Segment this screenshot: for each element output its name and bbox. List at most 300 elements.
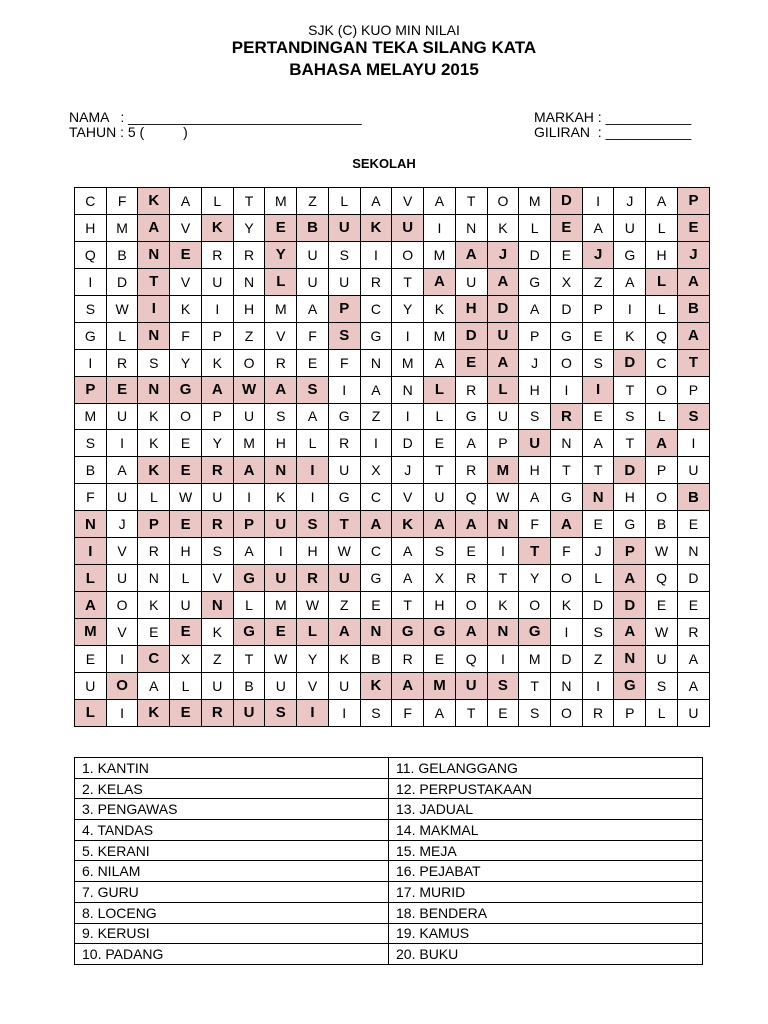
- grid-cell[interactable]: W: [328, 538, 360, 565]
- grid-cell[interactable]: A: [297, 295, 329, 322]
- grid-cell[interactable]: A: [582, 214, 614, 241]
- grid-cell[interactable]: K: [487, 592, 519, 619]
- grid-cell-highlighted[interactable]: I: [138, 295, 170, 322]
- grid-cell[interactable]: K: [424, 295, 456, 322]
- grid-cell[interactable]: M: [392, 349, 424, 376]
- grid-cell[interactable]: K: [201, 619, 233, 646]
- grid-cell[interactable]: W: [265, 645, 297, 672]
- grid-cell[interactable]: N: [677, 538, 709, 565]
- grid-cell[interactable]: M: [265, 188, 297, 215]
- grid-cell[interactable]: V: [297, 672, 329, 699]
- grid-cell[interactable]: D: [519, 241, 551, 268]
- grid-cell[interactable]: V: [170, 268, 202, 295]
- grid-cell-highlighted[interactable]: G: [614, 672, 646, 699]
- grid-cell[interactable]: F: [519, 511, 551, 538]
- grid-cell-highlighted[interactable]: A: [677, 268, 709, 295]
- grid-cell-highlighted[interactable]: K: [392, 511, 424, 538]
- grid-cell[interactable]: S: [646, 672, 678, 699]
- grid-cell[interactable]: I: [582, 672, 614, 699]
- grid-cell[interactable]: I: [233, 484, 265, 511]
- grid-cell[interactable]: T: [582, 457, 614, 484]
- grid-cell[interactable]: P: [487, 430, 519, 457]
- grid-cell-highlighted[interactable]: D: [487, 295, 519, 322]
- grid-cell[interactable]: A: [106, 457, 138, 484]
- grid-cell[interactable]: T: [455, 699, 487, 726]
- grid-cell[interactable]: S: [582, 349, 614, 376]
- grid-cell[interactable]: H: [614, 484, 646, 511]
- grid-cell-highlighted[interactable]: U: [519, 430, 551, 457]
- grid-cell-highlighted[interactable]: A: [424, 511, 456, 538]
- grid-cell[interactable]: O: [551, 349, 583, 376]
- grid-cell[interactable]: Z: [201, 645, 233, 672]
- grid-cell[interactable]: W: [297, 592, 329, 619]
- grid-cell[interactable]: C: [75, 188, 107, 215]
- grid-cell[interactable]: Z: [233, 322, 265, 349]
- grid-cell[interactable]: N: [551, 430, 583, 457]
- grid-cell[interactable]: X: [424, 565, 456, 592]
- grid-cell[interactable]: H: [519, 376, 551, 403]
- grid-cell[interactable]: I: [75, 349, 107, 376]
- grid-cell[interactable]: U: [677, 457, 709, 484]
- grid-cell[interactable]: L: [424, 403, 456, 430]
- grid-cell[interactable]: G: [360, 322, 392, 349]
- grid-cell[interactable]: A: [424, 699, 456, 726]
- grid-cell[interactable]: U: [297, 241, 329, 268]
- grid-cell[interactable]: U: [201, 672, 233, 699]
- grid-cell[interactable]: M: [106, 214, 138, 241]
- grid-cell[interactable]: X: [551, 268, 583, 295]
- grid-cell[interactable]: I: [677, 430, 709, 457]
- grid-cell[interactable]: L: [297, 430, 329, 457]
- grid-cell-highlighted[interactable]: A: [551, 511, 583, 538]
- grid-cell-highlighted[interactable]: T: [677, 349, 709, 376]
- grid-cell[interactable]: L: [646, 699, 678, 726]
- grid-cell-highlighted[interactable]: P: [328, 295, 360, 322]
- grid-cell[interactable]: W: [106, 295, 138, 322]
- grid-cell[interactable]: A: [297, 403, 329, 430]
- grid-cell-highlighted[interactable]: N: [201, 592, 233, 619]
- grid-cell[interactable]: N: [233, 268, 265, 295]
- grid-cell[interactable]: T: [424, 457, 456, 484]
- grid-cell-highlighted[interactable]: E: [677, 214, 709, 241]
- grid-cell-highlighted[interactable]: D: [614, 592, 646, 619]
- grid-cell[interactable]: G: [519, 268, 551, 295]
- grid-cell-highlighted[interactable]: S: [677, 403, 709, 430]
- grid-cell-highlighted[interactable]: B: [677, 295, 709, 322]
- grid-cell[interactable]: U: [487, 403, 519, 430]
- grid-cell-highlighted[interactable]: D: [455, 322, 487, 349]
- grid-cell-highlighted[interactable]: R: [201, 699, 233, 726]
- grid-cell[interactable]: M: [265, 295, 297, 322]
- grid-cell[interactable]: E: [582, 322, 614, 349]
- grid-cell[interactable]: V: [392, 188, 424, 215]
- grid-cell-highlighted[interactable]: S: [297, 511, 329, 538]
- grid-cell[interactable]: F: [297, 322, 329, 349]
- grid-cell[interactable]: V: [106, 538, 138, 565]
- grid-cell[interactable]: H: [519, 457, 551, 484]
- grid-cell[interactable]: W: [170, 484, 202, 511]
- grid-cell[interactable]: A: [455, 430, 487, 457]
- grid-cell[interactable]: Y: [297, 645, 329, 672]
- grid-cell[interactable]: I: [614, 295, 646, 322]
- grid-cell[interactable]: E: [582, 511, 614, 538]
- grid-cell[interactable]: I: [265, 538, 297, 565]
- grid-cell[interactable]: O: [233, 349, 265, 376]
- grid-cell[interactable]: K: [201, 349, 233, 376]
- grid-cell[interactable]: V: [265, 322, 297, 349]
- grid-cell[interactable]: T: [519, 672, 551, 699]
- grid-cell[interactable]: L: [519, 214, 551, 241]
- grid-cell-highlighted[interactable]: I: [297, 699, 329, 726]
- grid-cell-highlighted[interactable]: N: [360, 619, 392, 646]
- grid-cell-highlighted[interactable]: P: [677, 188, 709, 215]
- grid-cell-highlighted[interactable]: O: [106, 672, 138, 699]
- grid-cell[interactable]: N: [138, 565, 170, 592]
- grid-cell[interactable]: N: [455, 214, 487, 241]
- grid-cell[interactable]: S: [75, 295, 107, 322]
- grid-cell-highlighted[interactable]: E: [455, 349, 487, 376]
- grid-cell-highlighted[interactable]: S: [297, 376, 329, 403]
- grid-cell[interactable]: J: [106, 511, 138, 538]
- grid-cell-highlighted[interactable]: A: [328, 619, 360, 646]
- grid-cell[interactable]: M: [75, 403, 107, 430]
- grid-cell[interactable]: I: [106, 645, 138, 672]
- grid-cell-highlighted[interactable]: E: [265, 619, 297, 646]
- grid-cell[interactable]: V: [201, 565, 233, 592]
- grid-cell[interactable]: U: [328, 268, 360, 295]
- grid-cell-highlighted[interactable]: L: [297, 619, 329, 646]
- grid-cell[interactable]: L: [170, 672, 202, 699]
- grid-cell[interactable]: I: [582, 188, 614, 215]
- grid-cell[interactable]: O: [392, 241, 424, 268]
- grid-cell-highlighted[interactable]: T: [138, 268, 170, 295]
- grid-cell[interactable]: E: [677, 511, 709, 538]
- grid-cell[interactable]: T: [233, 188, 265, 215]
- grid-cell[interactable]: U: [614, 214, 646, 241]
- grid-cell[interactable]: F: [328, 349, 360, 376]
- grid-cell-highlighted[interactable]: R: [201, 511, 233, 538]
- grid-cell-highlighted[interactable]: A: [265, 376, 297, 403]
- grid-cell-highlighted[interactable]: J: [677, 241, 709, 268]
- grid-cell[interactable]: Q: [75, 241, 107, 268]
- grid-cell-highlighted[interactable]: G: [170, 376, 202, 403]
- grid-cell[interactable]: E: [677, 592, 709, 619]
- grid-cell[interactable]: I: [201, 295, 233, 322]
- grid-cell[interactable]: H: [646, 241, 678, 268]
- grid-cell[interactable]: A: [360, 376, 392, 403]
- grid-cell-highlighted[interactable]: B: [297, 214, 329, 241]
- grid-cell[interactable]: U: [106, 484, 138, 511]
- grid-cell[interactable]: J: [582, 538, 614, 565]
- grid-cell-highlighted[interactable]: T: [328, 511, 360, 538]
- grid-cell-highlighted[interactable]: M: [424, 672, 456, 699]
- grid-cell-highlighted[interactable]: R: [297, 565, 329, 592]
- grid-cell-highlighted[interactable]: G: [233, 565, 265, 592]
- grid-cell-highlighted[interactable]: J: [487, 241, 519, 268]
- grid-cell[interactable]: Z: [582, 645, 614, 672]
- grid-cell[interactable]: O: [551, 565, 583, 592]
- grid-cell[interactable]: R: [455, 376, 487, 403]
- grid-cell[interactable]: Q: [646, 565, 678, 592]
- grid-cell-highlighted[interactable]: A: [201, 376, 233, 403]
- grid-cell-highlighted[interactable]: G: [233, 619, 265, 646]
- grid-cell[interactable]: E: [551, 241, 583, 268]
- grid-cell[interactable]: Z: [360, 403, 392, 430]
- grid-cell-highlighted[interactable]: D: [551, 188, 583, 215]
- grid-cell[interactable]: J: [519, 349, 551, 376]
- grid-cell-highlighted[interactable]: E: [170, 457, 202, 484]
- grid-cell[interactable]: E: [360, 592, 392, 619]
- grid-cell[interactable]: L: [233, 592, 265, 619]
- grid-cell[interactable]: B: [360, 645, 392, 672]
- grid-cell-highlighted[interactable]: A: [455, 241, 487, 268]
- grid-cell[interactable]: P: [614, 699, 646, 726]
- grid-cell-highlighted[interactable]: L: [75, 699, 107, 726]
- grid-cell-highlighted[interactable]: E: [551, 214, 583, 241]
- grid-cell[interactable]: N: [360, 349, 392, 376]
- grid-cell[interactable]: O: [106, 592, 138, 619]
- grid-cell-highlighted[interactable]: E: [265, 214, 297, 241]
- grid-cell[interactable]: O: [519, 592, 551, 619]
- grid-cell[interactable]: S: [519, 403, 551, 430]
- grid-cell[interactable]: E: [424, 430, 456, 457]
- grid-cell[interactable]: A: [614, 268, 646, 295]
- grid-cell[interactable]: S: [265, 403, 297, 430]
- grid-cell-highlighted[interactable]: E: [106, 376, 138, 403]
- grid-cell[interactable]: I: [328, 376, 360, 403]
- grid-cell-highlighted[interactable]: U: [328, 565, 360, 592]
- grid-cell[interactable]: E: [455, 538, 487, 565]
- grid-cell[interactable]: A: [677, 672, 709, 699]
- grid-cell[interactable]: A: [582, 430, 614, 457]
- grid-cell-highlighted[interactable]: C: [138, 645, 170, 672]
- grid-cell[interactable]: I: [424, 214, 456, 241]
- grid-cell-highlighted[interactable]: L: [265, 268, 297, 295]
- grid-cell[interactable]: H: [170, 538, 202, 565]
- grid-cell[interactable]: V: [170, 214, 202, 241]
- grid-cell[interactable]: A: [392, 538, 424, 565]
- grid-cell[interactable]: T: [233, 645, 265, 672]
- grid-cell[interactable]: L: [646, 295, 678, 322]
- grid-cell-highlighted[interactable]: A: [677, 322, 709, 349]
- grid-cell[interactable]: U: [424, 484, 456, 511]
- grid-cell-highlighted[interactable]: L: [487, 376, 519, 403]
- grid-cell[interactable]: T: [455, 188, 487, 215]
- grid-cell[interactable]: R: [392, 645, 424, 672]
- grid-cell[interactable]: S: [328, 241, 360, 268]
- grid-cell[interactable]: U: [170, 592, 202, 619]
- grid-cell[interactable]: O: [170, 403, 202, 430]
- grid-cell[interactable]: M: [424, 322, 456, 349]
- grid-cell[interactable]: X: [360, 457, 392, 484]
- grid-cell-highlighted[interactable]: L: [646, 268, 678, 295]
- grid-cell-highlighted[interactable]: N: [582, 484, 614, 511]
- grid-cell-highlighted[interactable]: A: [487, 268, 519, 295]
- grid-cell[interactable]: I: [487, 538, 519, 565]
- grid-cell[interactable]: L: [201, 188, 233, 215]
- grid-cell[interactable]: M: [265, 592, 297, 619]
- grid-cell[interactable]: U: [328, 457, 360, 484]
- grid-cell[interactable]: E: [424, 645, 456, 672]
- grid-cell[interactable]: K: [487, 214, 519, 241]
- grid-cell-highlighted[interactable]: A: [75, 592, 107, 619]
- grid-cell[interactable]: L: [582, 565, 614, 592]
- grid-cell[interactable]: I: [551, 376, 583, 403]
- grid-cell[interactable]: Y: [170, 349, 202, 376]
- grid-cell[interactable]: T: [614, 376, 646, 403]
- grid-cell[interactable]: A: [424, 188, 456, 215]
- grid-cell[interactable]: P: [201, 403, 233, 430]
- grid-cell[interactable]: D: [677, 565, 709, 592]
- grid-cell[interactable]: P: [519, 322, 551, 349]
- grid-cell[interactable]: I: [328, 699, 360, 726]
- grid-cell[interactable]: M: [519, 188, 551, 215]
- grid-cell[interactable]: M: [233, 430, 265, 457]
- grid-cell[interactable]: E: [297, 349, 329, 376]
- grid-cell[interactable]: V: [392, 484, 424, 511]
- grid-cell[interactable]: H: [233, 295, 265, 322]
- grid-cell[interactable]: G: [75, 322, 107, 349]
- grid-cell[interactable]: R: [677, 619, 709, 646]
- grid-cell-highlighted[interactable]: K: [360, 214, 392, 241]
- grid-cell[interactable]: R: [233, 241, 265, 268]
- grid-cell[interactable]: W: [646, 619, 678, 646]
- grid-cell[interactable]: S: [424, 538, 456, 565]
- grid-cell-highlighted[interactable]: L: [424, 376, 456, 403]
- grid-cell[interactable]: Z: [328, 592, 360, 619]
- grid-cell-highlighted[interactable]: S: [487, 672, 519, 699]
- grid-cell-highlighted[interactable]: U: [328, 214, 360, 241]
- grid-cell[interactable]: O: [455, 592, 487, 619]
- grid-cell-highlighted[interactable]: A: [614, 619, 646, 646]
- grid-cell[interactable]: B: [233, 672, 265, 699]
- grid-cell-highlighted[interactable]: U: [233, 699, 265, 726]
- grid-cell[interactable]: R: [455, 457, 487, 484]
- grid-cell[interactable]: G: [551, 484, 583, 511]
- grid-cell[interactable]: G: [551, 322, 583, 349]
- grid-cell[interactable]: F: [170, 322, 202, 349]
- grid-cell[interactable]: K: [328, 645, 360, 672]
- grid-cell-highlighted[interactable]: G: [392, 619, 424, 646]
- grid-cell-highlighted[interactable]: K: [138, 457, 170, 484]
- year-field[interactable]: TAHUN : 5 ( ): [69, 124, 188, 140]
- grid-cell[interactable]: E: [170, 430, 202, 457]
- grid-cell[interactable]: L: [646, 403, 678, 430]
- grid-cell[interactable]: R: [106, 349, 138, 376]
- grid-cell[interactable]: U: [297, 268, 329, 295]
- grid-cell[interactable]: E: [487, 699, 519, 726]
- grid-cell[interactable]: P: [646, 457, 678, 484]
- grid-cell-highlighted[interactable]: D: [614, 457, 646, 484]
- grid-cell-highlighted[interactable]: P: [75, 376, 107, 403]
- grid-cell[interactable]: A: [392, 565, 424, 592]
- grid-cell[interactable]: S: [519, 699, 551, 726]
- grid-cell[interactable]: O: [646, 376, 678, 403]
- grid-cell[interactable]: A: [424, 349, 456, 376]
- grid-cell[interactable]: A: [519, 295, 551, 322]
- grid-cell-highlighted[interactable]: A: [233, 457, 265, 484]
- marks-field[interactable]: MARKAH : ___________: [534, 109, 692, 125]
- grid-cell[interactable]: D: [582, 592, 614, 619]
- grid-cell[interactable]: K: [138, 403, 170, 430]
- grid-cell[interactable]: Z: [297, 188, 329, 215]
- grid-cell[interactable]: R: [360, 268, 392, 295]
- grid-cell-highlighted[interactable]: M: [75, 619, 107, 646]
- grid-cell-highlighted[interactable]: W: [233, 376, 265, 403]
- grid-cell-highlighted[interactable]: G: [519, 619, 551, 646]
- grid-cell-highlighted[interactable]: E: [170, 241, 202, 268]
- grid-cell-highlighted[interactable]: N: [265, 457, 297, 484]
- grid-cell[interactable]: U: [455, 268, 487, 295]
- grid-cell[interactable]: N: [392, 376, 424, 403]
- grid-cell[interactable]: I: [75, 268, 107, 295]
- grid-cell[interactable]: Q: [455, 645, 487, 672]
- name-field[interactable]: NAMA : ______________________________: [69, 109, 362, 125]
- grid-cell[interactable]: Y: [201, 430, 233, 457]
- grid-cell-highlighted[interactable]: P: [233, 511, 265, 538]
- grid-cell-highlighted[interactable]: A: [646, 430, 678, 457]
- grid-cell[interactable]: G: [614, 511, 646, 538]
- grid-cell[interactable]: B: [106, 241, 138, 268]
- grid-cell[interactable]: T: [614, 430, 646, 457]
- grid-cell-highlighted[interactable]: E: [170, 699, 202, 726]
- grid-cell[interactable]: Q: [646, 322, 678, 349]
- grid-cell[interactable]: A: [677, 645, 709, 672]
- grid-cell[interactable]: G: [455, 403, 487, 430]
- grid-cell[interactable]: T: [392, 268, 424, 295]
- grid-cell[interactable]: U: [265, 672, 297, 699]
- grid-cell[interactable]: G: [328, 403, 360, 430]
- grid-cell[interactable]: Q: [455, 484, 487, 511]
- grid-cell-highlighted[interactable]: M: [487, 457, 519, 484]
- grid-cell-highlighted[interactable]: N: [614, 645, 646, 672]
- grid-cell[interactable]: A: [646, 188, 678, 215]
- grid-cell[interactable]: E: [75, 645, 107, 672]
- grid-cell[interactable]: E: [582, 403, 614, 430]
- grid-cell-highlighted[interactable]: I: [297, 457, 329, 484]
- grid-cell[interactable]: T: [487, 565, 519, 592]
- grid-cell[interactable]: F: [551, 538, 583, 565]
- grid-cell[interactable]: D: [106, 268, 138, 295]
- grid-cell[interactable]: C: [360, 295, 392, 322]
- grid-cell[interactable]: O: [646, 484, 678, 511]
- grid-cell[interactable]: Y: [233, 214, 265, 241]
- grid-cell[interactable]: L: [170, 565, 202, 592]
- grid-cell[interactable]: R: [455, 565, 487, 592]
- grid-cell-highlighted[interactable]: U: [265, 511, 297, 538]
- grid-cell-highlighted[interactable]: U: [455, 672, 487, 699]
- grid-cell[interactable]: M: [424, 241, 456, 268]
- grid-cell[interactable]: S: [582, 619, 614, 646]
- grid-cell[interactable]: U: [106, 403, 138, 430]
- grid-cell[interactable]: Y: [392, 295, 424, 322]
- grid-cell[interactable]: U: [75, 672, 107, 699]
- grid-cell[interactable]: I: [551, 619, 583, 646]
- grid-cell[interactable]: B: [646, 511, 678, 538]
- grid-cell[interactable]: R: [138, 538, 170, 565]
- grid-cell[interactable]: A: [138, 672, 170, 699]
- grid-cell[interactable]: K: [138, 592, 170, 619]
- grid-cell[interactable]: I: [392, 322, 424, 349]
- turn-field[interactable]: GILIRAN : ___________: [534, 124, 692, 140]
- grid-cell[interactable]: I: [392, 403, 424, 430]
- grid-cell[interactable]: E: [646, 592, 678, 619]
- grid-cell-highlighted[interactable]: S: [265, 699, 297, 726]
- grid-cell[interactable]: K: [614, 322, 646, 349]
- grid-cell-highlighted[interactable]: Y: [265, 241, 297, 268]
- grid-cell[interactable]: A: [170, 188, 202, 215]
- grid-cell[interactable]: L: [106, 322, 138, 349]
